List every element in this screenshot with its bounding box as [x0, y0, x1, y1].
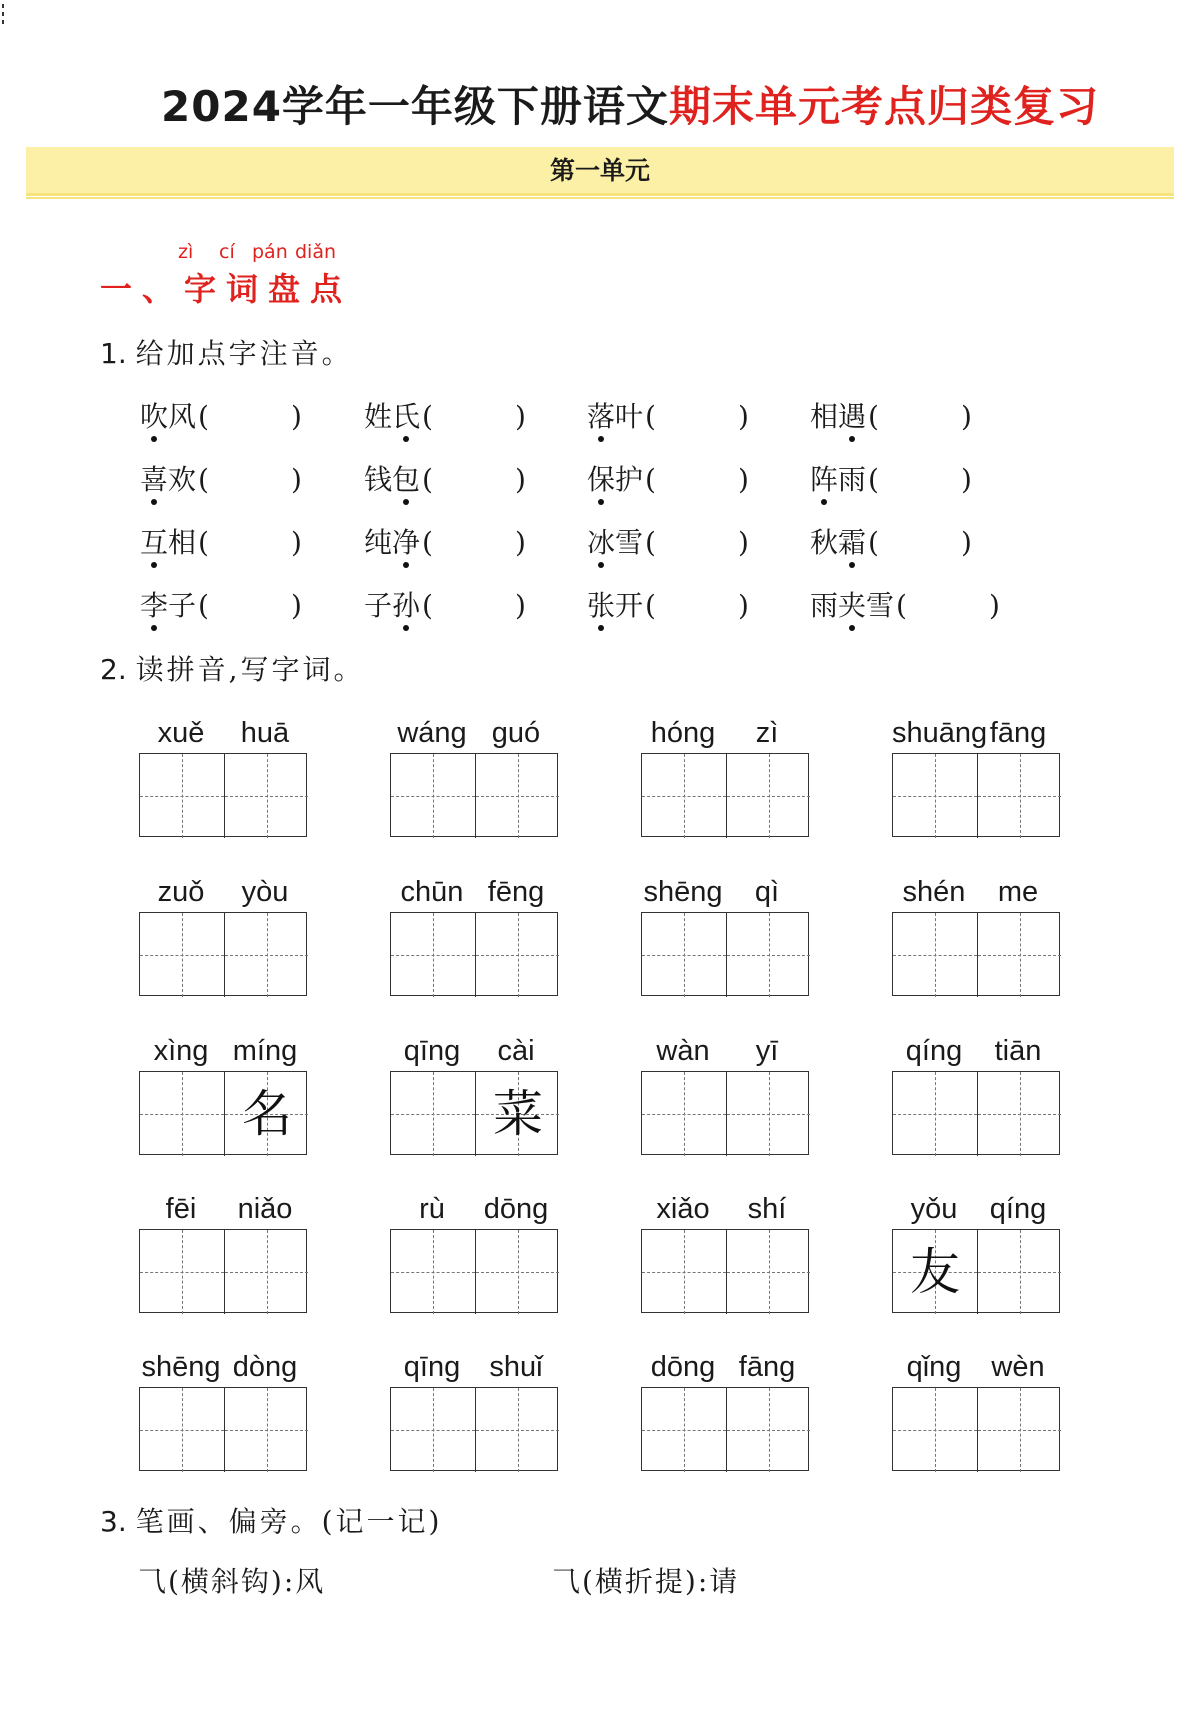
- pinyin-label: shēng: [643, 876, 723, 908]
- writing-box: [390, 1229, 558, 1313]
- answer-bracket-open: (: [422, 400, 433, 433]
- pinyin-label: wèn: [991, 1351, 1045, 1383]
- writing-box: [892, 1387, 1060, 1471]
- pinyin-word-item: [364, 458, 526, 498]
- pinyin-word-item: [364, 584, 526, 624]
- pinyin-label: dōng: [483, 1193, 549, 1225]
- answer-bracket-close: ): [514, 400, 526, 433]
- writing-cell[interactable]: [224, 1388, 308, 1472]
- writing-cell[interactable]: [475, 1230, 559, 1314]
- writing-cell[interactable]: [726, 1072, 810, 1156]
- answer-bracket-open: (: [422, 589, 433, 622]
- question-1-title: [100, 332, 353, 372]
- word-char: 李: [140, 584, 168, 624]
- pinyin-label: zuǒ: [157, 876, 205, 908]
- answer-bracket-close: ): [737, 463, 749, 496]
- pinyin-label: cài: [497, 1035, 535, 1067]
- title-black-part: 2024学年一年级下册语文: [161, 82, 669, 131]
- word-char: 钱: [364, 463, 393, 496]
- writing-cell[interactable]: [391, 754, 475, 838]
- writing-cell[interactable]: [642, 1388, 726, 1472]
- word-char: 保: [587, 458, 615, 498]
- stroke-note: ⺄(横折提):请: [552, 1565, 740, 1598]
- word-char: 冰: [587, 521, 615, 561]
- pinyin-label: zì: [755, 717, 779, 749]
- writing-cell[interactable]: [391, 913, 475, 997]
- answer-bracket-open: (: [645, 526, 656, 559]
- writing-cell[interactable]: [726, 754, 810, 838]
- pinyin-word-item: [810, 521, 972, 561]
- word-char: 秋: [810, 526, 839, 559]
- answer-bracket-close: ): [988, 589, 1000, 622]
- pinyin-word-item: [587, 521, 749, 561]
- section-pinyin: diǎn: [295, 241, 337, 263]
- word-char: 子: [168, 589, 197, 622]
- word-char: 喜: [140, 458, 168, 498]
- writing-cell[interactable]: [475, 1388, 559, 1472]
- writing-cell[interactable]: [726, 1230, 810, 1314]
- word-char: 子: [364, 589, 393, 622]
- pinyin-label: yòu: [241, 876, 289, 908]
- pinyin-label: qīng: [403, 1351, 461, 1383]
- pinyin-label: guó: [491, 717, 541, 749]
- answer-bracket-open: (: [198, 400, 209, 433]
- writing-cell[interactable]: [642, 913, 726, 997]
- word-char: 霜: [838, 521, 866, 561]
- writing-cell[interactable]: [977, 1388, 1061, 1472]
- writing-cell[interactable]: [391, 1072, 475, 1156]
- pinyin-label: shuǐ: [489, 1351, 543, 1383]
- pinyin-label: yī: [755, 1035, 779, 1067]
- writing-cell[interactable]: [893, 1388, 977, 1472]
- writing-cell[interactable]: [726, 1388, 810, 1472]
- unit-banner-underline: [26, 197, 1174, 199]
- question-text: 读拼音,写字词。: [135, 653, 365, 686]
- pinyin-word-item: [810, 584, 1000, 624]
- pinyin-label: me: [997, 876, 1039, 908]
- pinyin-word-item: [810, 458, 972, 498]
- pinyin-label: tiān: [994, 1035, 1042, 1067]
- writing-cell[interactable]: [475, 1072, 559, 1156]
- writing-box: [139, 1387, 307, 1471]
- answer-bracket-close: ): [290, 463, 302, 496]
- writing-cell[interactable]: [893, 754, 977, 838]
- writing-box: [390, 753, 558, 837]
- answer-bracket-open: (: [198, 526, 209, 559]
- pinyin-label: fāng: [738, 1351, 796, 1383]
- word-char: 姓: [364, 400, 393, 433]
- corner-mark: [2, 4, 5, 30]
- section-pinyin: pán: [252, 241, 288, 263]
- answer-bracket-close: ): [960, 400, 972, 433]
- writing-cell[interactable]: [977, 1230, 1061, 1314]
- answer-bracket-open: (: [868, 526, 879, 559]
- writing-cell[interactable]: [140, 1072, 224, 1156]
- answer-bracket-close: ): [514, 526, 526, 559]
- pinyin-label: xìng: [153, 1035, 209, 1067]
- word-char: 吹: [140, 395, 168, 435]
- pinyin-label: rù: [419, 1193, 445, 1225]
- question-text: 给加点字注音。: [135, 337, 353, 370]
- answer-bracket-close: ): [290, 589, 302, 622]
- writing-box: [641, 753, 809, 837]
- writing-box: [892, 1229, 1060, 1313]
- word-char: 夹: [838, 584, 866, 624]
- given-character: 名: [242, 1085, 292, 1143]
- answer-bracket-close: ): [737, 589, 749, 622]
- writing-cell[interactable]: [977, 1072, 1061, 1156]
- answer-bracket-close: ): [514, 589, 526, 622]
- stroke-note: ⺄(横斜钩):风: [138, 1565, 326, 1598]
- writing-box: [641, 912, 809, 996]
- question-number: 3.: [100, 1505, 127, 1538]
- pinyin-label: hóng: [650, 717, 716, 749]
- pinyin-label: shí: [747, 1193, 787, 1225]
- question-text: 笔画、偏旁。(记一记): [135, 1505, 443, 1538]
- word-char: 相: [168, 526, 197, 559]
- pinyin-word-item: [140, 521, 302, 561]
- writing-cell[interactable]: [475, 754, 559, 838]
- word-char: 落: [587, 395, 615, 435]
- word-char: 阵: [810, 458, 838, 498]
- pinyin-label: qíng: [905, 1035, 963, 1067]
- pinyin-label: wáng: [397, 717, 467, 749]
- writing-cell[interactable]: [475, 913, 559, 997]
- word-char: 雪: [866, 589, 895, 622]
- pinyin-label: qīng: [403, 1035, 461, 1067]
- pinyin-label: dòng: [232, 1351, 298, 1383]
- writing-box: [641, 1229, 809, 1313]
- writing-cell[interactable]: [893, 1230, 977, 1314]
- pinyin-label: qǐng: [906, 1351, 962, 1383]
- pinyin-label: fēi: [165, 1193, 197, 1225]
- word-char: 包: [392, 458, 420, 498]
- word-char: 张: [587, 584, 615, 624]
- writing-cell[interactable]: [391, 1388, 475, 1472]
- answer-bracket-close: ): [737, 400, 749, 433]
- answer-bracket-close: ): [290, 526, 302, 559]
- section-pinyin: zì: [178, 241, 194, 263]
- pinyin-label: dōng: [650, 1351, 716, 1383]
- writing-cell[interactable]: [893, 913, 977, 997]
- word-char: 氏: [392, 395, 420, 435]
- writing-cell[interactable]: [642, 1230, 726, 1314]
- answer-bracket-close: ): [960, 463, 972, 496]
- writing-cell[interactable]: [642, 1072, 726, 1156]
- given-character: 友: [910, 1243, 960, 1301]
- writing-box: [390, 1387, 558, 1471]
- word-char: 护: [615, 463, 644, 496]
- writing-cell[interactable]: [140, 754, 224, 838]
- word-char: 遇: [838, 395, 866, 435]
- word-char: 雪: [615, 526, 644, 559]
- pinyin-label: shēng: [141, 1351, 221, 1383]
- pinyin-label: shuāng: [892, 717, 988, 749]
- writing-cell[interactable]: [893, 1072, 977, 1156]
- question-number: 1.: [100, 337, 127, 370]
- writing-box: [139, 1071, 307, 1155]
- word-char: 互: [140, 521, 168, 561]
- pinyin-word-item: [364, 521, 526, 561]
- word-char: 风: [168, 400, 197, 433]
- writing-box: [390, 1071, 558, 1155]
- writing-box: [139, 753, 307, 837]
- word-char: 叶: [615, 400, 644, 433]
- writing-cell[interactable]: [140, 1230, 224, 1314]
- pinyin-word-item: [587, 395, 749, 435]
- pinyin-word-item: [587, 584, 749, 624]
- question-2-title: [100, 648, 365, 688]
- question-3-title: [100, 1500, 442, 1540]
- writing-cell[interactable]: [977, 754, 1061, 838]
- writing-cell[interactable]: [224, 754, 308, 838]
- answer-bracket-open: (: [645, 463, 656, 496]
- answer-bracket-open: (: [645, 400, 656, 433]
- writing-box: [390, 912, 558, 996]
- writing-cell[interactable]: [140, 913, 224, 997]
- question-number: 2.: [100, 653, 127, 686]
- answer-bracket-open: (: [868, 400, 879, 433]
- writing-box: [892, 753, 1060, 837]
- word-char: 纯: [364, 526, 393, 559]
- word-char: 净: [392, 521, 420, 561]
- pinyin-label: wàn: [656, 1035, 710, 1067]
- pinyin-label: fēng: [487, 876, 545, 908]
- word-char: 雨: [838, 463, 867, 496]
- section-pinyin: cí: [219, 241, 235, 263]
- answer-bracket-open: (: [868, 463, 879, 496]
- pinyin-label: míng: [232, 1035, 298, 1067]
- pinyin-label: chūn: [400, 876, 464, 908]
- writing-cell[interactable]: [977, 913, 1061, 997]
- answer-bracket-close: ): [514, 463, 526, 496]
- pinyin-label: huā: [240, 717, 290, 749]
- word-char: 开: [615, 589, 644, 622]
- pinyin-label: xuě: [157, 717, 205, 749]
- pinyin-word-item: [140, 584, 302, 624]
- pinyin-label: qíng: [989, 1193, 1047, 1225]
- answer-bracket-open: (: [422, 463, 433, 496]
- title-red-part: 期末单元考点归类复习: [668, 82, 1099, 131]
- writing-box: [139, 1229, 307, 1313]
- pinyin-word-item: [140, 395, 302, 435]
- writing-box: [641, 1071, 809, 1155]
- writing-box: [641, 1387, 809, 1471]
- word-char: 雨: [810, 589, 839, 622]
- answer-bracket-open: (: [198, 589, 209, 622]
- pinyin-word-item: [140, 458, 302, 498]
- word-char: 欢: [168, 463, 197, 496]
- writing-cell[interactable]: [391, 1230, 475, 1314]
- writing-box: [139, 912, 307, 996]
- word-char: 相: [810, 400, 839, 433]
- pinyin-label: niǎo: [237, 1193, 293, 1225]
- pinyin-label: yǒu: [910, 1193, 958, 1225]
- writing-cell[interactable]: [224, 1072, 308, 1156]
- pinyin-label: xiǎo: [656, 1193, 710, 1225]
- answer-bracket-open: (: [645, 589, 656, 622]
- writing-cell[interactable]: [140, 1388, 224, 1472]
- pinyin-word-item: [587, 458, 749, 498]
- page-title: [0, 74, 1200, 134]
- answer-bracket-close: ): [960, 526, 972, 559]
- answer-bracket-close: ): [290, 400, 302, 433]
- writing-box: [892, 912, 1060, 996]
- pinyin-label: fāng: [989, 717, 1047, 749]
- pinyin-label: qì: [754, 876, 780, 908]
- word-char: 孙: [392, 584, 420, 624]
- answer-bracket-open: (: [422, 526, 433, 559]
- answer-bracket-open: (: [198, 463, 209, 496]
- writing-cell[interactable]: [642, 754, 726, 838]
- pinyin-label: shén: [902, 876, 966, 908]
- pinyin-word-item: [810, 395, 972, 435]
- given-character: 菜: [493, 1085, 543, 1143]
- pinyin-word-item: [364, 395, 526, 435]
- unit-banner: 第一单元: [26, 147, 1174, 196]
- answer-bracket-close: ): [737, 526, 749, 559]
- writing-cell[interactable]: [726, 913, 810, 997]
- writing-cell[interactable]: [224, 1230, 308, 1314]
- section-heading: 一、字词盘点: [100, 270, 353, 308]
- writing-box: [892, 1071, 1060, 1155]
- writing-cell[interactable]: [224, 913, 308, 997]
- answer-bracket-open: (: [896, 589, 907, 622]
